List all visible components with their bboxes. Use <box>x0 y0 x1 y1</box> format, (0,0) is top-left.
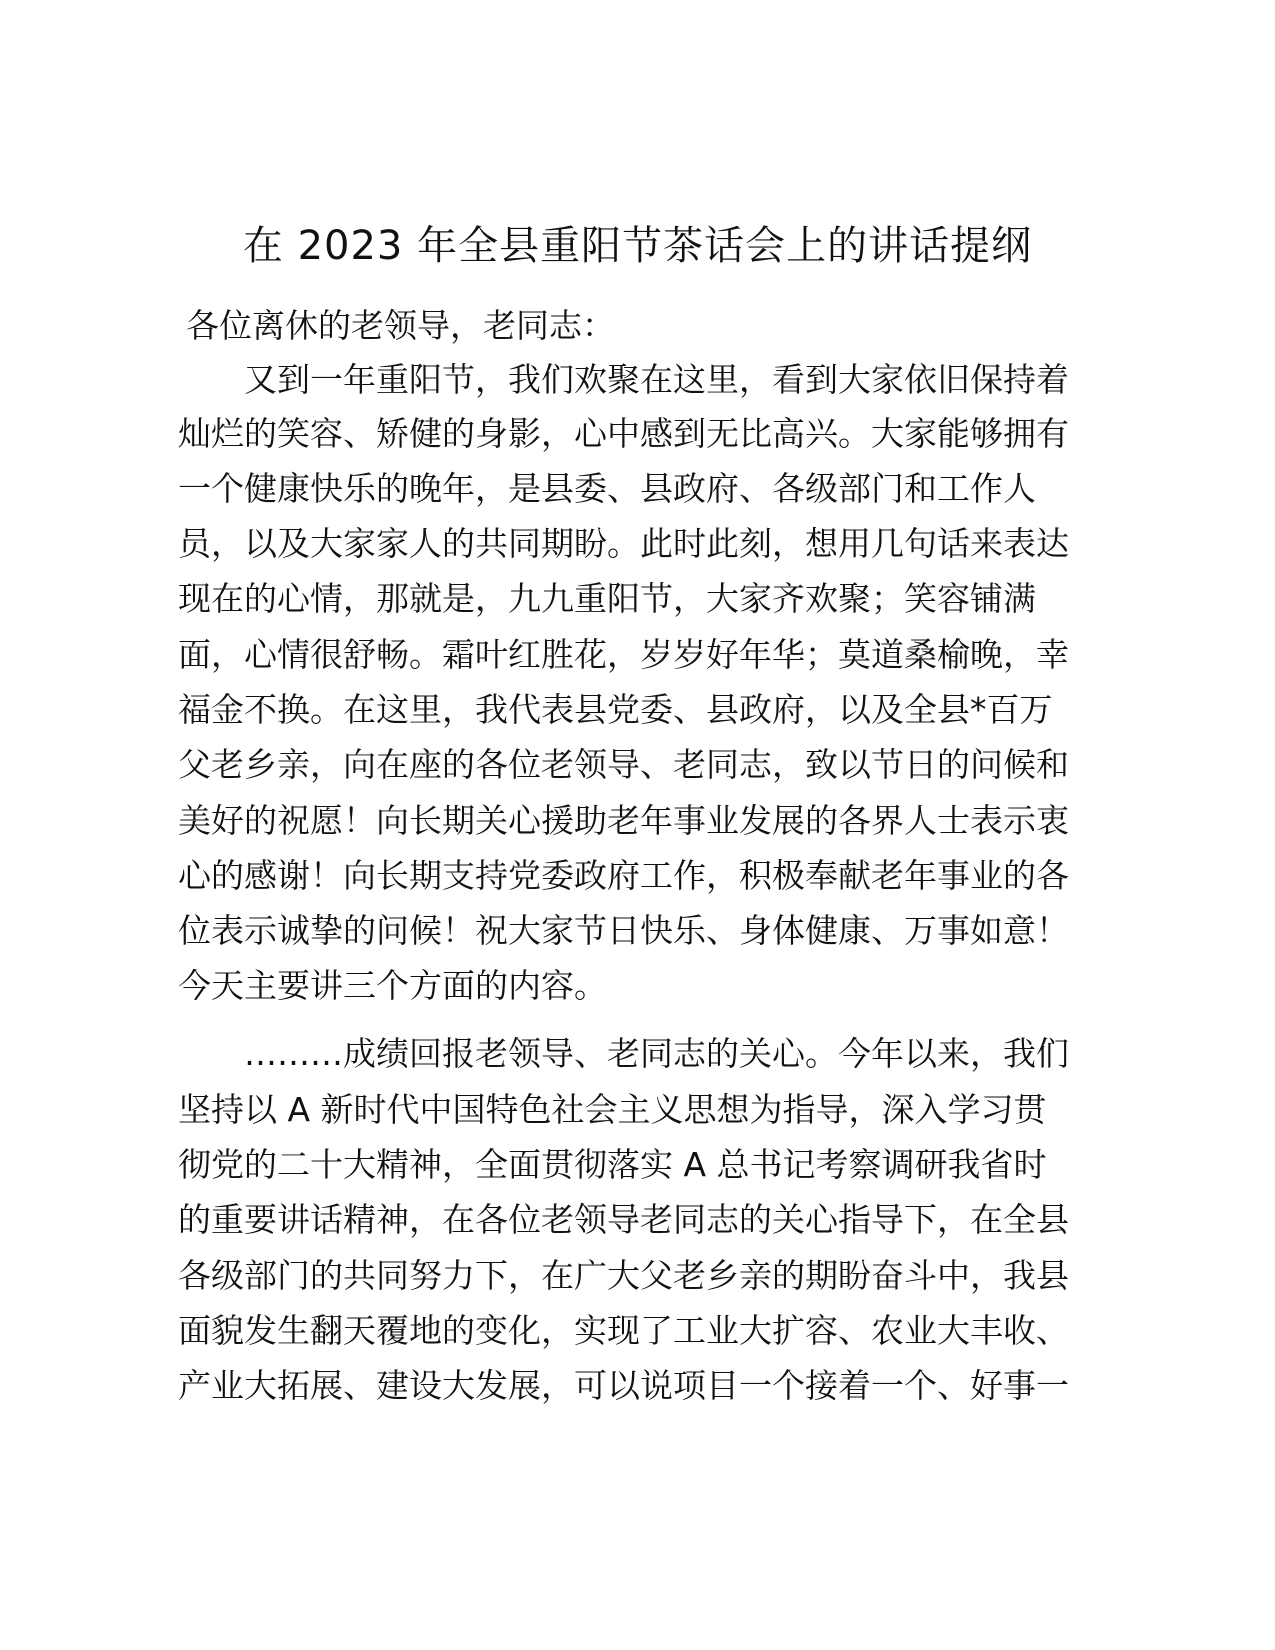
paragraph-line: 美好的祝愿！向长期关心援助老年事业发展的各界人士表示衷 <box>178 801 1069 840</box>
document-title: 在 2023 年全县重阳节茶话会上的讲话提纲 <box>242 223 1033 269</box>
paragraph-line: 面，心情很舒畅。霜叶红胜花，岁岁好年华；莫道桑榆晚，幸 <box>178 635 1069 674</box>
paragraph-line: 坚持以 A 新时代中国特色社会主义思想为指导，深入学习贯 <box>178 1090 1047 1129</box>
paragraph-line: 员，以及大家家人的共同期盼。此时此刻，想用几句话来表达 <box>178 524 1069 563</box>
paragraph-line: 面貌发生翻天覆地的变化，实现了工业大扩容、农业大丰收、 <box>178 1311 1069 1350</box>
paragraph-line: 一个健康快乐的晚年，是县委、县政府、各级部门和工作人 <box>178 469 1036 508</box>
paragraph-line: ………成绩回报老领导、老同志的关心。今年以来，我们 <box>244 1034 1069 1073</box>
paragraph-line: 父老乡亲，向在座的各位老领导、老同志，致以节日的问候和 <box>178 745 1069 784</box>
paragraph-line: 位表示诚挚的问候！祝大家节日快乐、身体健康、万事如意！ <box>178 911 1069 950</box>
paragraph-line: 福金不换。在这里，我代表县党委、县政府，以及全县*百万 <box>178 690 1053 729</box>
paragraph-line: 灿烂的笑容、矫健的身影，心中感到无比高兴。大家能够拥有 <box>178 414 1069 453</box>
paragraph-line: 各级部门的共同努力下，在广大父老乡亲的期盼奋斗中，我县 <box>178 1256 1069 1295</box>
paragraph-line: 的重要讲话精神，在各位老领导老同志的关心指导下，在全县 <box>178 1200 1069 1239</box>
paragraph-line: 产业大拓展、建设大发展，可以说项目一个接着一个、好事一 <box>178 1366 1069 1405</box>
paragraph-line: 彻党的二十大精神，全面贯彻落实 A 总书记考察调研我省时 <box>178 1145 1047 1184</box>
paragraph-line: 心的感谢！向长期支持党委政府工作，积极奉献老年事业的各 <box>178 856 1069 895</box>
paragraph-line: 现在的心情，那就是，九九重阳节，大家齐欢聚；笑容铺满 <box>178 579 1036 618</box>
paragraph-line: 又到一年重阳节，我们欢聚在这里，看到大家依旧保持着 <box>244 360 1069 399</box>
paragraph-line: 今天主要讲三个方面的内容。 <box>178 966 607 1005</box>
salutation: 各位离休的老领导，老同志： <box>186 306 615 345</box>
